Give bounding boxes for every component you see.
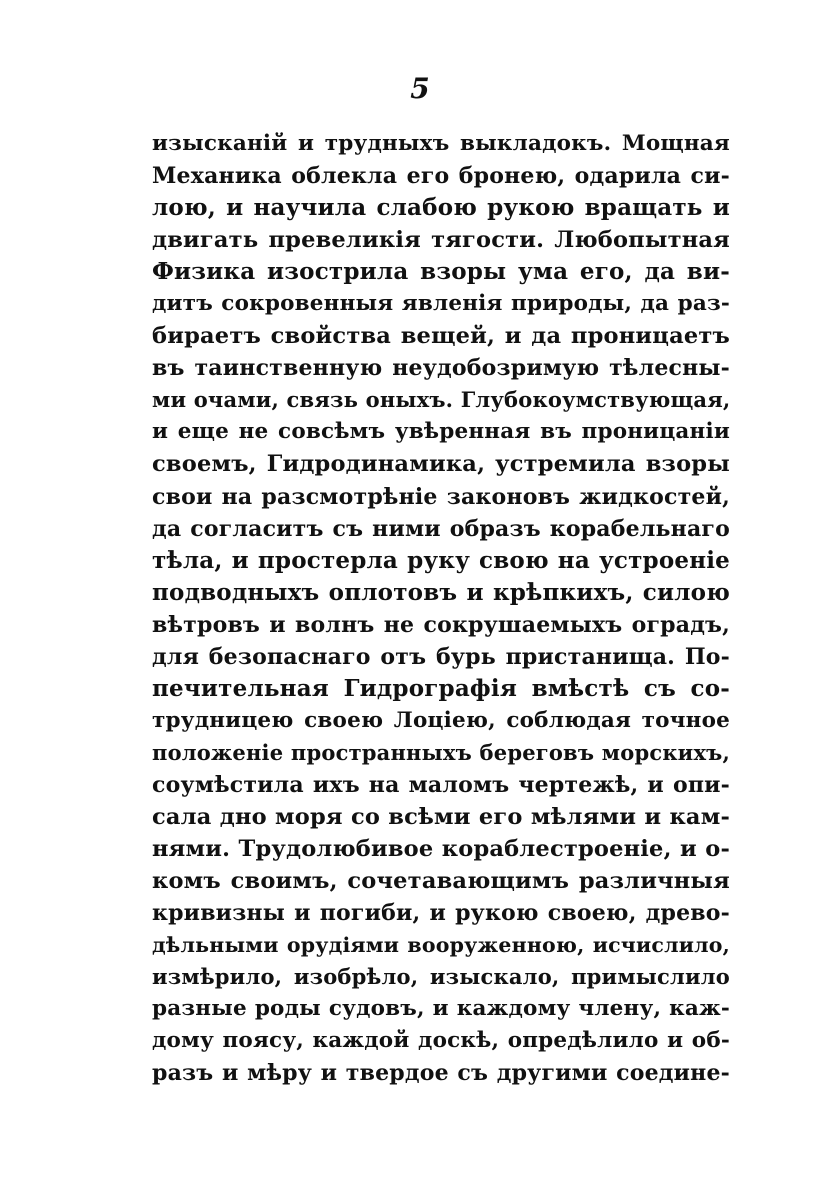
text-line: дому поясу, каждой доскѣ, опредѣлило и об- bbox=[152, 1028, 730, 1054]
text-line: подводныхъ оплотовъ и крѣпкихъ, силою bbox=[152, 578, 730, 606]
text-line: измѣрило, изобрѣло, изыскало, примыслило bbox=[152, 964, 730, 990]
text-line: сала дно моря со всѣми его мѣлями и кам- bbox=[152, 803, 730, 830]
text-line: нями. Трудолюбивое кораблестроеніе, и о- bbox=[152, 836, 730, 863]
text-line: разные роды судовъ, и каждому члену, каж- bbox=[152, 996, 730, 1022]
text-line: разъ и мѣру и твердое съ другими соедине- bbox=[152, 1060, 730, 1087]
text-line: дитъ сокровенныя явленія природы, да раз- bbox=[152, 291, 730, 317]
body-text bbox=[152, 128, 730, 1089]
text-line: въ таинственную неудобозримую тѣлесны- bbox=[152, 355, 730, 382]
text-line: кривизны и погиби, и рукою своею, древо- bbox=[152, 900, 730, 927]
text-line: положеніе пространныхъ береговъ морскихъ, bbox=[152, 739, 730, 765]
text-line: лою, и научила слабою рукою вращать и bbox=[152, 194, 730, 222]
text-line: трудницею своею Лоціею, соблюдая точное bbox=[152, 707, 730, 733]
text-line: двигать превеликія тягости. Любопытная bbox=[152, 227, 730, 254]
page-number: 5 bbox=[410, 72, 430, 105]
text-line: Физика изострила взоры ума его, да ви- bbox=[152, 258, 730, 286]
text-line: своемъ, Гидродинамика, устремила взоры bbox=[152, 451, 730, 478]
text-line: ми очами, связь оныхъ. Глубокоумствующая, bbox=[152, 387, 731, 413]
text-line: Механика облекла его бронею, одарила си- bbox=[152, 163, 730, 190]
text-line: и еще не совсѣмъ увѣренная въ проницаніи bbox=[152, 419, 730, 445]
text-line: бираетъ свойства вещей, и да проницаетъ bbox=[152, 323, 730, 350]
text-line: свои на разсмотрѣніе законовъ жидкостей, bbox=[152, 483, 730, 510]
text-line: тѣла, и простерла руку свою на устроеніе bbox=[152, 546, 730, 574]
text-line: комъ своимъ, сочетавающимъ различныя bbox=[152, 868, 730, 895]
text-line: печительная Гидрографія вмѣстѣ съ со- bbox=[152, 674, 730, 702]
text-line: для безопаснаго отъ бурь пристанища. По- bbox=[152, 643, 730, 670]
text-line: вѣтровъ и волнъ не сокрушаемыхъ оградъ, bbox=[152, 611, 730, 638]
text-line: да согласитъ съ ними образъ корабельнаго bbox=[152, 515, 730, 542]
text-line: дѣльными орудіями вооруженною, исчислило, bbox=[152, 933, 730, 958]
text-line: изысканій и трудныхъ выкладокъ. Мощная bbox=[152, 131, 730, 156]
text-line: соумѣстила ихъ на маломъ чертежѣ, и опи- bbox=[152, 771, 730, 798]
